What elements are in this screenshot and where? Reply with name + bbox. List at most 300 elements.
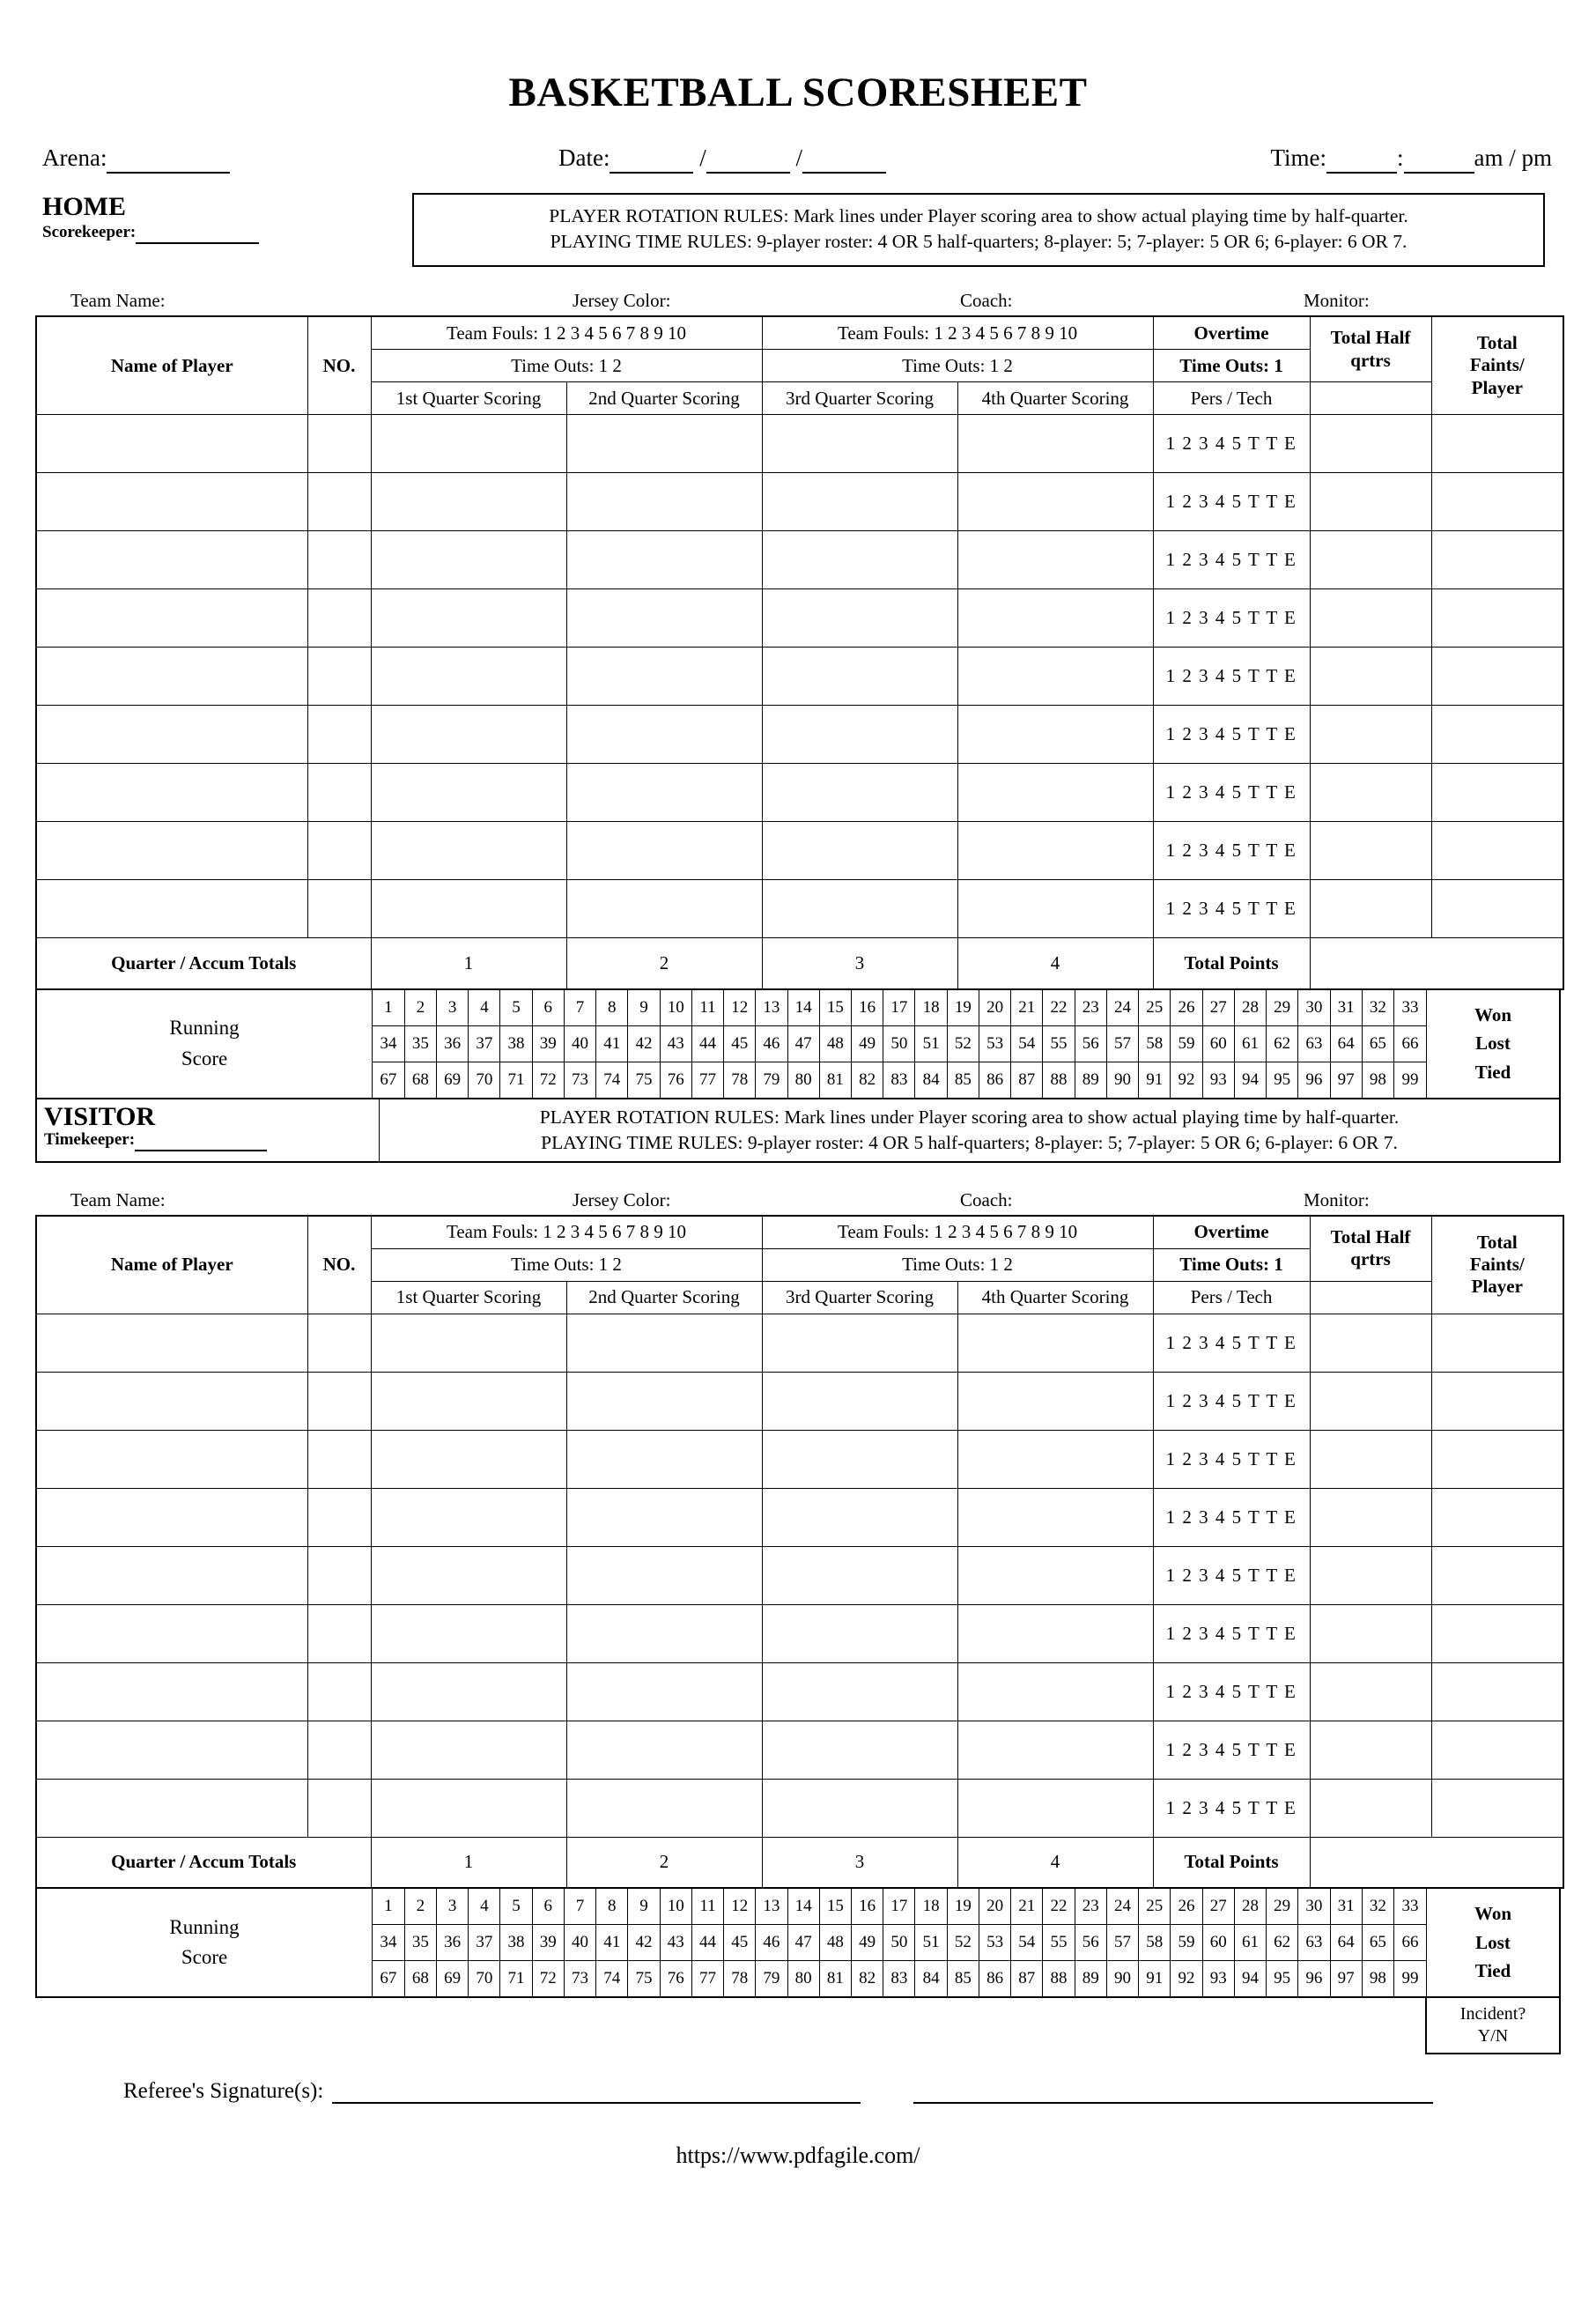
home-score-cell[interactable]: 80 bbox=[787, 1062, 819, 1098]
visitor-score-cell[interactable]: 8 bbox=[596, 1889, 628, 1925]
visitor-q3-cell[interactable] bbox=[762, 1314, 957, 1372]
visitor-score-cell[interactable]: 16 bbox=[852, 1889, 883, 1925]
home-q3-cell[interactable] bbox=[762, 880, 957, 938]
home-player-name-cell[interactable] bbox=[36, 415, 307, 473]
home-score-cell[interactable]: 7 bbox=[564, 990, 595, 1026]
home-score-cell[interactable]: 14 bbox=[787, 990, 819, 1026]
visitor-score-cell[interactable]: 38 bbox=[500, 1925, 532, 1961]
home-total-half-cell[interactable] bbox=[1310, 531, 1431, 589]
referee-signature-line-1[interactable] bbox=[332, 2077, 861, 2104]
visitor-q4-cell[interactable] bbox=[957, 1430, 1153, 1488]
visitor-score-cell[interactable]: 12 bbox=[724, 1889, 756, 1925]
accum-q2[interactable]: 2 bbox=[566, 1837, 762, 1888]
visitor-q1-cell[interactable] bbox=[371, 1721, 566, 1779]
visitor-score-cell[interactable]: 7 bbox=[564, 1889, 595, 1925]
visitor-total-half-cell[interactable] bbox=[1310, 1779, 1431, 1837]
home-total-faints-cell[interactable] bbox=[1431, 706, 1563, 764]
home-score-cell[interactable]: 9 bbox=[628, 990, 660, 1026]
home-score-cell[interactable]: 58 bbox=[1139, 1025, 1171, 1062]
footer-url[interactable]: https://www.pdfagile.com/ bbox=[676, 2143, 920, 2169]
visitor-total-faints-cell[interactable] bbox=[1431, 1604, 1563, 1662]
visitor-score-cell[interactable]: 92 bbox=[1171, 1961, 1202, 1997]
home-score-cell[interactable]: 62 bbox=[1267, 1025, 1298, 1062]
home-total-half-cell[interactable] bbox=[1310, 706, 1431, 764]
visitor-q4-cell[interactable] bbox=[957, 1662, 1153, 1721]
visitor-player-name-cell[interactable] bbox=[36, 1488, 307, 1546]
visitor-score-cell[interactable]: 59 bbox=[1171, 1925, 1202, 1961]
home-player-number-cell[interactable] bbox=[307, 822, 371, 880]
home-player-number-cell[interactable] bbox=[307, 589, 371, 648]
home-q1-cell[interactable] bbox=[371, 531, 566, 589]
home-pers-tech-cell[interactable]: 1 2 3 4 5 T T E bbox=[1153, 880, 1310, 938]
visitor-q1-cell[interactable] bbox=[371, 1430, 566, 1488]
home-score-cell[interactable]: 21 bbox=[1011, 990, 1043, 1026]
visitor-total-half-cell[interactable] bbox=[1310, 1604, 1431, 1662]
header-ot-time-outs[interactable]: Time Outs: 1 bbox=[1153, 350, 1310, 382]
result-tied[interactable]: Tied bbox=[1474, 1061, 1511, 1083]
visitor-player-name-cell[interactable] bbox=[36, 1546, 307, 1604]
visitor-pers-tech-cell[interactable]: 1 2 3 4 5 T T E bbox=[1153, 1546, 1310, 1604]
home-total-half-cell[interactable] bbox=[1310, 822, 1431, 880]
home-player-name-cell[interactable] bbox=[36, 706, 307, 764]
home-score-cell[interactable]: 61 bbox=[1234, 1025, 1266, 1062]
home-q2-cell[interactable] bbox=[566, 531, 762, 589]
visitor-score-cell[interactable]: 82 bbox=[852, 1961, 883, 1997]
home-score-cell[interactable]: 68 bbox=[404, 1062, 436, 1098]
visitor-score-cell[interactable]: 53 bbox=[979, 1925, 1010, 1961]
visitor-score-cell[interactable]: 9 bbox=[628, 1889, 660, 1925]
home-score-cell[interactable]: 32 bbox=[1362, 990, 1393, 1026]
home-score-cell[interactable]: 65 bbox=[1362, 1025, 1393, 1062]
home-pers-tech-cell[interactable]: 1 2 3 4 5 T T E bbox=[1153, 648, 1310, 706]
visitor-score-cell[interactable]: 29 bbox=[1267, 1889, 1298, 1925]
home-score-cell[interactable]: 37 bbox=[469, 1025, 500, 1062]
visitor-total-half-cell[interactable] bbox=[1310, 1662, 1431, 1721]
home-score-cell[interactable]: 19 bbox=[947, 990, 979, 1026]
visitor-player-number-cell[interactable] bbox=[307, 1372, 371, 1430]
home-score-cell[interactable]: 94 bbox=[1234, 1062, 1266, 1098]
home-player-number-cell[interactable] bbox=[307, 415, 371, 473]
home-total-faints-cell[interactable] bbox=[1431, 764, 1563, 822]
visitor-pers-tech-cell[interactable]: 1 2 3 4 5 T T E bbox=[1153, 1430, 1310, 1488]
home-score-cell[interactable]: 8 bbox=[596, 990, 628, 1026]
visitor-score-cell[interactable]: 85 bbox=[947, 1961, 979, 1997]
home-score-cell[interactable]: 20 bbox=[979, 990, 1010, 1026]
home-q1-cell[interactable] bbox=[371, 473, 566, 531]
home-score-cell[interactable]: 96 bbox=[1298, 1062, 1330, 1098]
home-score-cell[interactable]: 74 bbox=[596, 1062, 628, 1098]
home-q2-cell[interactable] bbox=[566, 473, 762, 531]
visitor-score-cell[interactable]: 44 bbox=[691, 1925, 723, 1961]
home-score-cell[interactable]: 1 bbox=[373, 990, 404, 1026]
home-q4-cell[interactable] bbox=[957, 822, 1153, 880]
home-q1-cell[interactable] bbox=[371, 589, 566, 648]
home-score-cell[interactable]: 77 bbox=[691, 1062, 723, 1098]
visitor-score-cell[interactable]: 33 bbox=[1394, 1889, 1427, 1925]
home-score-cell[interactable]: 97 bbox=[1330, 1062, 1362, 1098]
visitor-q1-cell[interactable] bbox=[371, 1779, 566, 1837]
home-player-number-cell[interactable] bbox=[307, 764, 371, 822]
visitor-total-half-cell[interactable] bbox=[1310, 1372, 1431, 1430]
visitor-score-cell[interactable]: 28 bbox=[1234, 1889, 1266, 1925]
home-score-cell[interactable]: 84 bbox=[915, 1062, 947, 1098]
visitor-score-cell[interactable]: 24 bbox=[1106, 1889, 1138, 1925]
home-total-faints-cell[interactable] bbox=[1431, 589, 1563, 648]
home-score-cell[interactable]: 28 bbox=[1234, 990, 1266, 1026]
header-time-outs-away[interactable]: Time Outs: 1 2 bbox=[762, 1248, 1153, 1281]
accum-q4[interactable]: 4 bbox=[957, 1837, 1153, 1888]
home-player-name-cell[interactable] bbox=[36, 764, 307, 822]
visitor-score-cell[interactable]: 62 bbox=[1267, 1925, 1298, 1961]
home-score-cell[interactable]: 2 bbox=[404, 990, 436, 1026]
visitor-score-cell[interactable]: 56 bbox=[1075, 1925, 1106, 1961]
home-score-cell[interactable]: 47 bbox=[787, 1025, 819, 1062]
home-score-cell[interactable]: 88 bbox=[1043, 1062, 1075, 1098]
visitor-score-cell[interactable]: 93 bbox=[1202, 1961, 1234, 1997]
visitor-score-cell[interactable]: 80 bbox=[787, 1961, 819, 1997]
home-score-cell[interactable]: 25 bbox=[1139, 990, 1171, 1026]
home-player-name-cell[interactable] bbox=[36, 648, 307, 706]
referee-signature-line-2[interactable] bbox=[913, 2077, 1433, 2104]
visitor-score-cell[interactable]: 5 bbox=[500, 1889, 532, 1925]
visitor-q4-cell[interactable] bbox=[957, 1779, 1153, 1837]
home-score-cell[interactable]: 51 bbox=[915, 1025, 947, 1062]
home-score-cell[interactable]: 91 bbox=[1139, 1062, 1171, 1098]
home-total-half-cell[interactable] bbox=[1310, 589, 1431, 648]
accum-q2[interactable]: 2 bbox=[566, 938, 762, 989]
visitor-score-cell[interactable]: 51 bbox=[915, 1925, 947, 1961]
visitor-score-cell[interactable]: 94 bbox=[1234, 1961, 1266, 1997]
visitor-score-cell[interactable]: 30 bbox=[1298, 1889, 1330, 1925]
visitor-score-cell[interactable]: 66 bbox=[1394, 1925, 1427, 1961]
date-year-input[interactable] bbox=[802, 144, 886, 174]
home-total-faints-cell[interactable] bbox=[1431, 473, 1563, 531]
visitor-q2-cell[interactable] bbox=[566, 1314, 762, 1372]
visitor-score-cell[interactable]: 95 bbox=[1267, 1961, 1298, 1997]
home-q4-cell[interactable] bbox=[957, 706, 1153, 764]
home-score-cell[interactable]: 5 bbox=[500, 990, 532, 1026]
accum-q4[interactable]: 4 bbox=[957, 938, 1153, 989]
visitor-total-faints-cell[interactable] bbox=[1431, 1488, 1563, 1546]
home-q3-cell[interactable] bbox=[762, 648, 957, 706]
visitor-score-cell[interactable]: 15 bbox=[819, 1889, 851, 1925]
date-month-input[interactable] bbox=[610, 144, 693, 174]
home-pers-tech-cell[interactable]: 1 2 3 4 5 T T E bbox=[1153, 764, 1310, 822]
visitor-score-cell[interactable]: 70 bbox=[469, 1961, 500, 1997]
visitor-score-cell[interactable]: 72 bbox=[532, 1961, 564, 1997]
visitor-total-faints-cell[interactable] bbox=[1431, 1662, 1563, 1721]
visitor-score-cell[interactable]: 54 bbox=[1011, 1925, 1043, 1961]
visitor-score-cell[interactable]: 76 bbox=[660, 1961, 691, 1997]
home-pers-tech-cell[interactable]: 1 2 3 4 5 T T E bbox=[1153, 706, 1310, 764]
timekeeper-input-line[interactable] bbox=[135, 1130, 267, 1151]
visitor-total-half-cell[interactable] bbox=[1310, 1488, 1431, 1546]
header-team-fouls-away[interactable]: Team Fouls: 1 2 3 4 5 6 7 8 9 10 bbox=[762, 316, 1153, 350]
visitor-pers-tech-cell[interactable]: 1 2 3 4 5 T T E bbox=[1153, 1662, 1310, 1721]
home-q2-cell[interactable] bbox=[566, 706, 762, 764]
visitor-pers-tech-cell[interactable]: 1 2 3 4 5 T T E bbox=[1153, 1604, 1310, 1662]
visitor-player-name-cell[interactable] bbox=[36, 1314, 307, 1372]
home-score-cell[interactable]: 63 bbox=[1298, 1025, 1330, 1062]
visitor-score-cell[interactable]: 77 bbox=[691, 1961, 723, 1997]
visitor-score-cell[interactable]: 61 bbox=[1234, 1925, 1266, 1961]
visitor-q3-cell[interactable] bbox=[762, 1604, 957, 1662]
visitor-score-cell[interactable]: 71 bbox=[500, 1961, 532, 1997]
visitor-score-cell[interactable]: 50 bbox=[883, 1925, 915, 1961]
result-lost[interactable]: Lost bbox=[1475, 1931, 1511, 1953]
home-pers-tech-cell[interactable]: 1 2 3 4 5 T T E bbox=[1153, 473, 1310, 531]
visitor-player-name-cell[interactable] bbox=[36, 1779, 307, 1837]
visitor-pers-tech-cell[interactable]: 1 2 3 4 5 T T E bbox=[1153, 1488, 1310, 1546]
visitor-q2-cell[interactable] bbox=[566, 1430, 762, 1488]
date-day-input[interactable] bbox=[706, 144, 790, 174]
home-q4-cell[interactable] bbox=[957, 764, 1153, 822]
visitor-total-faints-cell[interactable] bbox=[1431, 1372, 1563, 1430]
home-score-cell[interactable]: 44 bbox=[691, 1025, 723, 1062]
home-q3-cell[interactable] bbox=[762, 473, 957, 531]
home-score-cell[interactable]: 50 bbox=[883, 1025, 915, 1062]
visitor-score-cell[interactable]: 11 bbox=[691, 1889, 723, 1925]
visitor-score-cell[interactable]: 32 bbox=[1362, 1889, 1393, 1925]
visitor-score-cell[interactable]: 98 bbox=[1362, 1961, 1393, 1997]
visitor-score-cell[interactable]: 25 bbox=[1139, 1889, 1171, 1925]
visitor-score-cell[interactable]: 26 bbox=[1171, 1889, 1202, 1925]
header-time-outs-away[interactable]: Time Outs: 1 2 bbox=[762, 350, 1153, 382]
visitor-player-number-cell[interactable] bbox=[307, 1721, 371, 1779]
visitor-player-number-cell[interactable] bbox=[307, 1546, 371, 1604]
incident-box[interactable] bbox=[1425, 1998, 1561, 2054]
visitor-score-cell[interactable]: 37 bbox=[469, 1925, 500, 1961]
visitor-score-cell[interactable]: 41 bbox=[596, 1925, 628, 1961]
home-total-faints-cell[interactable] bbox=[1431, 880, 1563, 938]
home-score-cell[interactable]: 13 bbox=[756, 990, 787, 1026]
home-score-cell[interactable]: 38 bbox=[500, 1025, 532, 1062]
home-score-cell[interactable]: 15 bbox=[819, 990, 851, 1026]
visitor-score-cell[interactable]: 81 bbox=[819, 1961, 851, 1997]
visitor-score-cell[interactable]: 84 bbox=[915, 1961, 947, 1997]
home-player-name-cell[interactable] bbox=[36, 589, 307, 648]
home-score-cell[interactable]: 76 bbox=[660, 1062, 691, 1098]
visitor-score-cell[interactable]: 47 bbox=[787, 1925, 819, 1961]
home-player-name-cell[interactable] bbox=[36, 822, 307, 880]
total-points-value[interactable] bbox=[1310, 938, 1563, 989]
home-score-cell[interactable]: 40 bbox=[564, 1025, 595, 1062]
home-score-cell[interactable]: 60 bbox=[1202, 1025, 1234, 1062]
visitor-q3-cell[interactable] bbox=[762, 1546, 957, 1604]
home-player-number-cell[interactable] bbox=[307, 706, 371, 764]
home-q2-cell[interactable] bbox=[566, 648, 762, 706]
home-score-cell[interactable]: 99 bbox=[1401, 1069, 1419, 1089]
visitor-score-cell[interactable]: 4 bbox=[469, 1889, 500, 1925]
home-q2-cell[interactable] bbox=[566, 822, 762, 880]
home-total-faints-cell[interactable] bbox=[1431, 415, 1563, 473]
visitor-score-cell[interactable]: 13 bbox=[756, 1889, 787, 1925]
visitor-score-cell[interactable]: 78 bbox=[724, 1961, 756, 1997]
visitor-score-cell[interactable]: 27 bbox=[1202, 1889, 1234, 1925]
home-score-cell[interactable]: 85 bbox=[947, 1062, 979, 1098]
visitor-player-name-cell[interactable] bbox=[36, 1721, 307, 1779]
home-pers-tech-cell[interactable]: 1 2 3 4 5 T T E bbox=[1153, 822, 1310, 880]
home-score-cell[interactable]: 34 bbox=[373, 1025, 404, 1062]
home-score-cell[interactable]: 48 bbox=[819, 1025, 851, 1062]
arena-input-line[interactable] bbox=[107, 144, 230, 174]
visitor-q3-cell[interactable] bbox=[762, 1372, 957, 1430]
home-q4-cell[interactable] bbox=[957, 648, 1153, 706]
visitor-q1-cell[interactable] bbox=[371, 1372, 566, 1430]
home-total-half-cell[interactable] bbox=[1310, 415, 1431, 473]
time-minute-input[interactable] bbox=[1404, 144, 1474, 174]
visitor-score-cell[interactable]: 1 bbox=[373, 1889, 404, 1925]
home-score-cell[interactable]: 57 bbox=[1106, 1025, 1138, 1062]
home-total-half-cell[interactable] bbox=[1310, 764, 1431, 822]
visitor-q4-cell[interactable] bbox=[957, 1546, 1153, 1604]
visitor-score-cell[interactable]: 20 bbox=[979, 1889, 1010, 1925]
visitor-pers-tech-cell[interactable]: 1 2 3 4 5 T T E bbox=[1153, 1372, 1310, 1430]
home-score-cell[interactable]: 82 bbox=[852, 1062, 883, 1098]
visitor-pers-tech-cell[interactable]: 1 2 3 4 5 T T E bbox=[1153, 1721, 1310, 1779]
accum-q3[interactable]: 3 bbox=[762, 938, 957, 989]
home-score-cell[interactable]: 10 bbox=[660, 990, 691, 1026]
scorekeeper-input-line[interactable] bbox=[136, 223, 259, 244]
home-score-cell[interactable]: 89 bbox=[1075, 1062, 1106, 1098]
visitor-total-half-cell[interactable] bbox=[1310, 1430, 1431, 1488]
visitor-score-cell[interactable]: 23 bbox=[1075, 1889, 1106, 1925]
accum-q3[interactable]: 3 bbox=[762, 1837, 957, 1888]
visitor-score-cell[interactable]: 6 bbox=[532, 1889, 564, 1925]
visitor-q4-cell[interactable] bbox=[957, 1488, 1153, 1546]
home-score-cell[interactable]: 12 bbox=[724, 990, 756, 1026]
home-q3-cell[interactable] bbox=[762, 764, 957, 822]
visitor-q1-cell[interactable] bbox=[371, 1314, 566, 1372]
home-q1-cell[interactable] bbox=[371, 706, 566, 764]
home-q2-cell[interactable] bbox=[566, 589, 762, 648]
home-score-cell[interactable]: 90 bbox=[1106, 1062, 1138, 1098]
home-score-cell[interactable]: 45 bbox=[724, 1025, 756, 1062]
home-total-half-cell[interactable] bbox=[1310, 648, 1431, 706]
home-total-half-cell[interactable] bbox=[1310, 880, 1431, 938]
accum-q1[interactable]: 1 bbox=[371, 938, 566, 989]
visitor-player-number-cell[interactable] bbox=[307, 1604, 371, 1662]
home-score-cell[interactable]: 30 bbox=[1298, 990, 1330, 1026]
home-score-cell[interactable]: 39 bbox=[532, 1025, 564, 1062]
home-pers-tech-cell[interactable]: 1 2 3 4 5 T T E bbox=[1153, 589, 1310, 648]
home-score-cell[interactable]: 4 bbox=[469, 990, 500, 1026]
home-score-cell[interactable]: 6 bbox=[532, 990, 564, 1026]
visitor-score-cell[interactable]: 65 bbox=[1362, 1925, 1393, 1961]
home-score-cell[interactable]: 43 bbox=[660, 1025, 691, 1062]
visitor-pers-tech-cell[interactable]: 1 2 3 4 5 T T E bbox=[1153, 1779, 1310, 1837]
home-q4-cell[interactable] bbox=[957, 531, 1153, 589]
accum-q1[interactable]: 1 bbox=[371, 1837, 566, 1888]
home-q3-cell[interactable] bbox=[762, 415, 957, 473]
visitor-total-faints-cell[interactable] bbox=[1431, 1314, 1563, 1372]
home-pers-tech-cell[interactable]: 1 2 3 4 5 T T E bbox=[1153, 415, 1310, 473]
home-score-cell[interactable]: 67 bbox=[373, 1062, 404, 1098]
home-score-cell[interactable]: 53 bbox=[979, 1025, 1010, 1062]
visitor-score-cell[interactable]: 18 bbox=[915, 1889, 947, 1925]
result-lost[interactable]: Lost bbox=[1475, 1032, 1511, 1055]
home-total-faints-cell[interactable] bbox=[1431, 531, 1563, 589]
home-total-faints-cell[interactable] bbox=[1431, 822, 1563, 880]
home-q3-cell[interactable] bbox=[762, 589, 957, 648]
visitor-score-cell[interactable]: 75 bbox=[628, 1961, 660, 1997]
home-score-cell[interactable]: 81 bbox=[819, 1062, 851, 1098]
home-player-number-cell[interactable] bbox=[307, 531, 371, 589]
visitor-q4-cell[interactable] bbox=[957, 1372, 1153, 1430]
home-score-cell[interactable]: 64 bbox=[1330, 1025, 1362, 1062]
home-score-cell[interactable]: 16 bbox=[852, 990, 883, 1026]
result-won[interactable]: Won bbox=[1474, 1003, 1512, 1025]
visitor-q4-cell[interactable] bbox=[957, 1604, 1153, 1662]
home-score-cell[interactable]: 23 bbox=[1075, 990, 1106, 1026]
home-score-cell[interactable]: 11 bbox=[691, 990, 723, 1026]
visitor-player-number-cell[interactable] bbox=[307, 1779, 371, 1837]
home-pers-tech-cell[interactable]: 1 2 3 4 5 T T E bbox=[1153, 531, 1310, 589]
visitor-score-cell[interactable]: 34 bbox=[373, 1925, 404, 1961]
home-q4-cell[interactable] bbox=[957, 589, 1153, 648]
home-score-cell[interactable]: 55 bbox=[1043, 1025, 1075, 1062]
visitor-score-cell[interactable]: 10 bbox=[660, 1889, 691, 1925]
total-points-value[interactable] bbox=[1310, 1837, 1563, 1888]
home-q3-cell[interactable] bbox=[762, 822, 957, 880]
home-player-name-cell[interactable] bbox=[36, 473, 307, 531]
home-score-cell[interactable]: 31 bbox=[1330, 990, 1362, 1026]
header-team-fouls-away[interactable]: Team Fouls: 1 2 3 4 5 6 7 8 9 10 bbox=[762, 1216, 1153, 1249]
visitor-player-number-cell[interactable] bbox=[307, 1314, 371, 1372]
visitor-score-cell[interactable]: 57 bbox=[1106, 1925, 1138, 1961]
home-score-cell[interactable]: 26 bbox=[1171, 990, 1202, 1026]
header-ot-time-outs[interactable]: Time Outs: 1 bbox=[1153, 1248, 1310, 1281]
home-score-cell[interactable]: 83 bbox=[883, 1062, 915, 1098]
visitor-score-cell[interactable]: 86 bbox=[979, 1961, 1010, 1997]
home-player-number-cell[interactable] bbox=[307, 648, 371, 706]
visitor-player-number-cell[interactable] bbox=[307, 1488, 371, 1546]
home-player-name-cell[interactable] bbox=[36, 880, 307, 938]
home-q1-cell[interactable] bbox=[371, 764, 566, 822]
visitor-score-cell[interactable]: 3 bbox=[436, 1889, 468, 1925]
visitor-total-faints-cell[interactable] bbox=[1431, 1721, 1563, 1779]
home-q2-cell[interactable] bbox=[566, 415, 762, 473]
home-score-cell[interactable]: 86 bbox=[979, 1062, 1010, 1098]
visitor-q2-cell[interactable] bbox=[566, 1662, 762, 1721]
visitor-score-cell[interactable]: 90 bbox=[1106, 1961, 1138, 1997]
visitor-score-cell[interactable]: 97 bbox=[1330, 1961, 1362, 1997]
home-player-name-cell[interactable] bbox=[36, 531, 307, 589]
visitor-score-cell[interactable]: 55 bbox=[1043, 1925, 1075, 1961]
header-time-outs-home[interactable]: Time Outs: 1 2 bbox=[371, 350, 762, 382]
visitor-player-name-cell[interactable] bbox=[36, 1430, 307, 1488]
home-score-cell[interactable]: 46 bbox=[756, 1025, 787, 1062]
visitor-total-faints-cell[interactable] bbox=[1431, 1546, 1563, 1604]
visitor-score-cell[interactable]: 48 bbox=[819, 1925, 851, 1961]
visitor-score-cell[interactable]: 96 bbox=[1298, 1961, 1330, 1997]
home-q4-cell[interactable] bbox=[957, 473, 1153, 531]
home-score-cell[interactable]: 52 bbox=[947, 1025, 979, 1062]
visitor-score-cell[interactable]: 63 bbox=[1298, 1925, 1330, 1961]
home-score-cell[interactable]: 59 bbox=[1171, 1025, 1202, 1062]
home-score-cell[interactable]: 73 bbox=[564, 1062, 595, 1098]
visitor-q2-cell[interactable] bbox=[566, 1372, 762, 1430]
home-score-cell[interactable]: 95 bbox=[1267, 1062, 1298, 1098]
home-score-cell[interactable]: 35 bbox=[404, 1025, 436, 1062]
visitor-score-cell[interactable]: 42 bbox=[628, 1925, 660, 1961]
visitor-q3-cell[interactable] bbox=[762, 1721, 957, 1779]
home-score-cell[interactable]: 17 bbox=[883, 990, 915, 1026]
time-hour-input[interactable] bbox=[1326, 144, 1397, 174]
visitor-score-cell[interactable]: 60 bbox=[1202, 1925, 1234, 1961]
result-won[interactable]: Won bbox=[1474, 1903, 1512, 1925]
visitor-player-number-cell[interactable] bbox=[307, 1662, 371, 1721]
